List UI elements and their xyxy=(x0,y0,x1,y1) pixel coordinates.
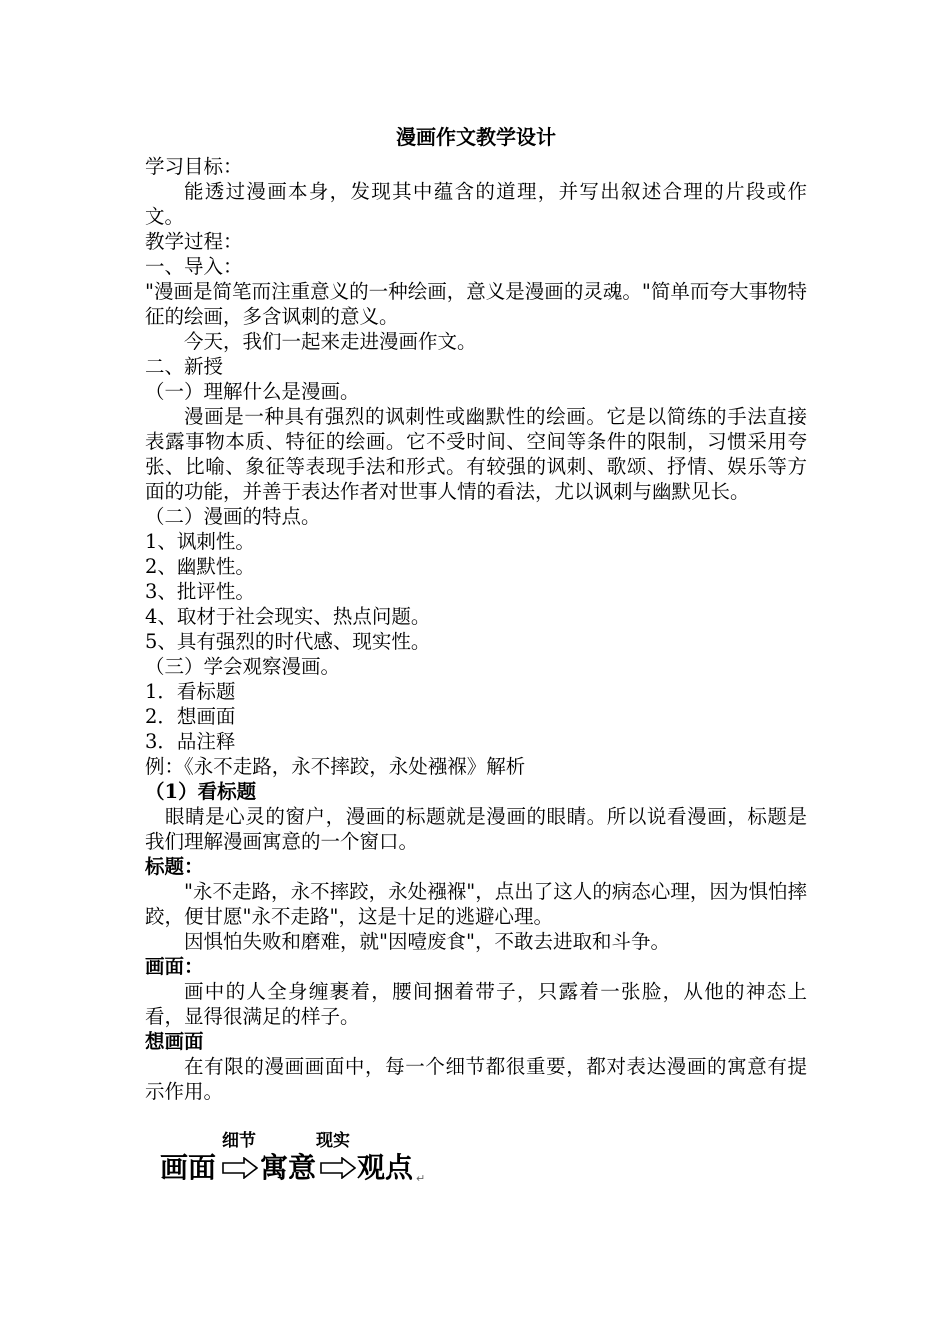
paragraph: 3．品注释 xyxy=(145,730,236,753)
label-detail: 细节 xyxy=(222,1131,256,1151)
paragraph: 二、新授 xyxy=(145,355,224,378)
section-heading: 想画面 xyxy=(145,1030,204,1053)
document-title: 漫画作文教学设计 xyxy=(396,125,556,149)
document-body xyxy=(145,120,807,1104)
section-heading: 画面： xyxy=(145,955,204,978)
paragraph: 今天，我们一起来走进漫画作文。 xyxy=(184,330,477,353)
paragraph: 1、讽刺性。 xyxy=(145,530,255,553)
section-heading: （1）看标题 xyxy=(145,780,257,803)
paragraph: 在有限的漫画画面中，每一个细节都很重要，都对表达漫画的寓意有提示作用。 xyxy=(145,1055,807,1103)
word-meaning: 寓意 xyxy=(260,1151,317,1184)
paragraph: 4、取材于社会现实、热点问题。 xyxy=(145,605,431,628)
paragraph: 5、具有强烈的时代感、现实性。 xyxy=(145,630,431,653)
section-heading: 标题： xyxy=(145,855,204,878)
paragraph: 2、幽默性。 xyxy=(145,555,255,578)
word-picture: 画面 xyxy=(160,1151,217,1184)
word-viewpoint: 观点 xyxy=(357,1151,414,1184)
paragraph: 因惧怕失败和磨难，就"因噎废食"，不敢去进取和斗争。 xyxy=(184,930,670,953)
paragraph: 例：《永不走路，永不摔跤，永处襁褓》解析 xyxy=(145,755,526,778)
hollow-arrow-icon xyxy=(222,1157,258,1179)
paragraph: 2．想画面 xyxy=(145,705,236,728)
paragraph: 能透过漫画本身，发现其中蕴含的道理，并写出叙述合理的片段或作文。 xyxy=(145,180,807,228)
paragraph: （一）理解什么是漫画。 xyxy=(145,380,360,403)
paragraph: （二）漫画的特点。 xyxy=(145,505,321,528)
paragraph: 眼睛是心灵的窗户，漫画的标题就是漫画的眼睛。所以说看漫画，标题是我们理解漫画寓意的一个窗口。 xyxy=(145,805,807,853)
paragraph: "永不走路，永不摔跤，永处襁褓"，点出了这人的病态心理，因为惧怕摔跤，便甘愿"永不走路"，这是十足的逃避心理。 xyxy=(145,880,807,928)
paragraph: "漫画是简笔而注重意义的一种绘画，意义是漫画的灵魂。"简单而夸大事物特征的绘画，多含讽刺的意义。 xyxy=(145,280,807,328)
paragraph: 一、导入： xyxy=(145,255,243,278)
paragraph-return-mark: ↵ xyxy=(416,1172,426,1185)
paragraph: 1．看标题 xyxy=(145,680,236,703)
label-reality: 现实 xyxy=(316,1131,350,1151)
paragraph: 教学过程： xyxy=(145,230,243,253)
document-lines xyxy=(145,154,807,1104)
paragraph: 学习目标： xyxy=(145,155,243,178)
paragraph: 画中的人全身缠裹着，腰间捆着带子，只露着一张脸，从他的神态上看，显得很满足的样子。 xyxy=(145,980,807,1028)
concept-flow-diagram xyxy=(160,1130,460,1200)
paragraph: （三）学会观察漫画。 xyxy=(145,655,341,678)
paragraph: 3、批评性。 xyxy=(145,580,255,603)
paragraph: 漫画是一种具有强烈的讽刺性或幽默性的绘画。它是以简练的手法直接表露事物本质、特征的绘画。它不受时间、空间等条件的限制，习惯采用夸张、比喻、象征等表现手法和形式。有较强的讽刺、歌颂、抒情、娱乐等方面的功能，并善于表达作者对世事人情的看法，尤以讽刺与幽默见长。 xyxy=(145,405,807,503)
hollow-arrow-icon xyxy=(320,1157,356,1179)
